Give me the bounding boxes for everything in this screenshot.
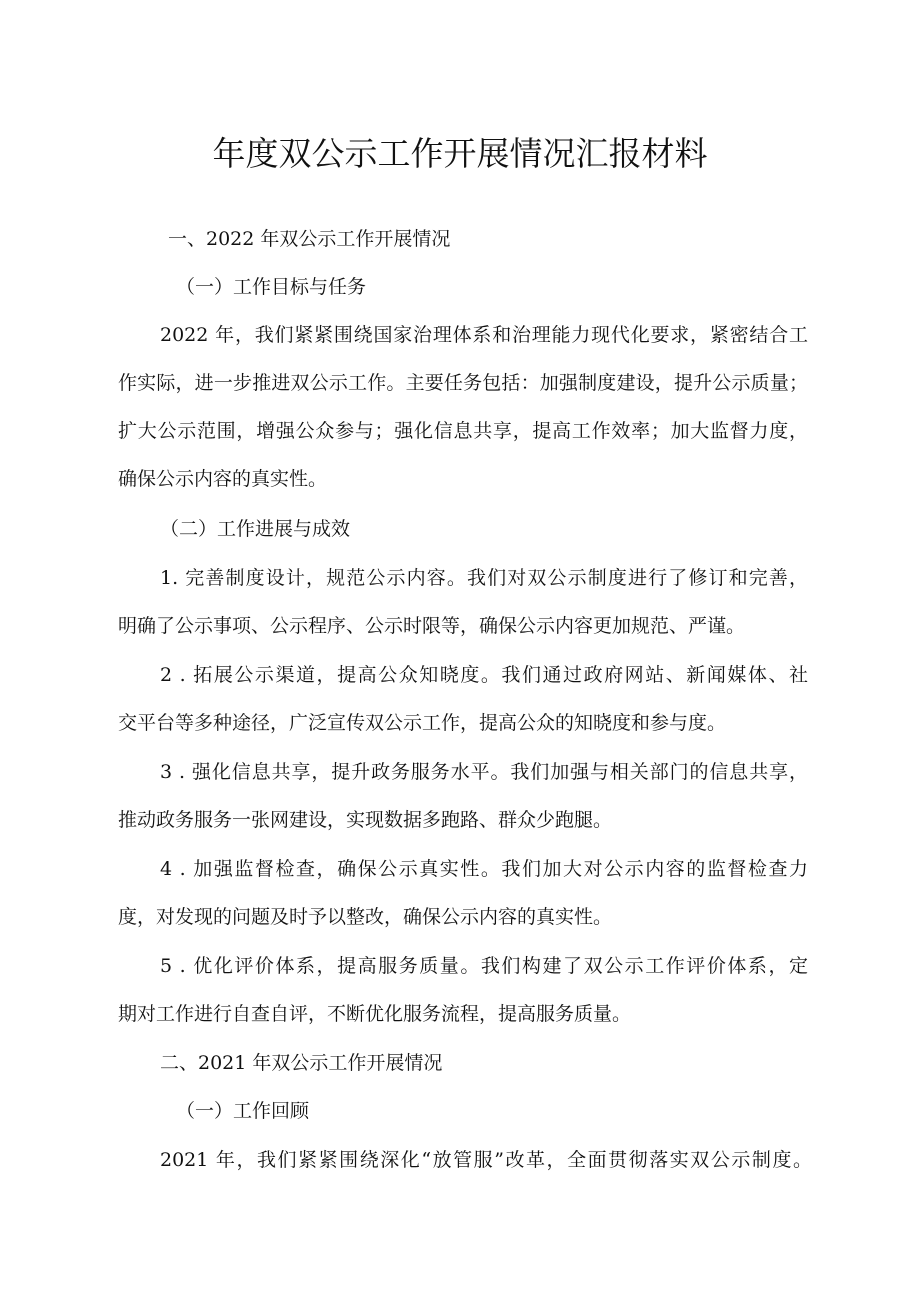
document-title: 年度双公示工作开展情况汇报材料 — [212, 134, 708, 173]
paragraph-line: 作实际，进一步推进双公示工作。主要任务包括：加强制度建设，提升公示质量； — [118, 372, 808, 394]
list-item-line: 4 . 加强监督检查，确保公示真实性。我们加大对公示内容的监督检查力 — [160, 858, 808, 880]
paragraph-line: 扩大公示范围，增强公众参与；强化信息共享，提高工作效率；加大监督力度， — [118, 420, 808, 442]
list-item-line: 3 . 强化信息共享，提升政务服务水平。我们加强与相关部门的信息共享， — [160, 761, 808, 783]
subsection-heading-review: （一）工作回顾 — [176, 1100, 310, 1122]
list-item-line: 5 . 优化评价体系，提高服务质量。我们构建了双公示工作评价体系，定 — [160, 955, 808, 977]
paragraph-line: 2021 年，我们紧紧围绕深化“放管服”改革，全面贯彻落实双公示制度。 — [160, 1149, 812, 1171]
list-item-line: 期对工作进行自查自评，不断优化服务流程，提高服务质量。 — [118, 1003, 632, 1025]
list-item-line: 2 . 拓展公示渠道，提高公众知晓度。我们通过政府网站、新闻媒体、社 — [160, 664, 808, 686]
paragraph-line: 2022 年，我们紧紧围绕国家治理体系和治理能力现代化要求，紧密结合工 — [160, 324, 808, 346]
list-item-line: 明确了公示事项、公示程序、公示时限等，确保公示内容更加规范、严谨。 — [118, 615, 746, 637]
subsection-heading-goals: （一）工作目标与任务 — [176, 276, 367, 298]
list-item-line: 推动政务服务一张网建设，实现数据多跑路、群众少跑腿。 — [118, 809, 613, 831]
list-item-line: 交平台等多种途径，广泛宣传双公示工作，提高公众的知晓度和参与度。 — [118, 712, 727, 734]
section-heading-2021: 二、2021 年双公示工作开展情况 — [160, 1052, 443, 1074]
paragraph-line: 确保公示内容的真实性。 — [118, 468, 328, 490]
list-item-line: 1. 完善制度设计，规范公示内容。我们对双公示制度进行了修订和完善， — [160, 567, 808, 589]
list-item-line: 度，对发现的问题及时予以整改，确保公示内容的真实性。 — [118, 906, 613, 928]
subsection-heading-progress: （二）工作进展与成效 — [160, 518, 351, 540]
section-heading-2022: 一、2022 年双公示工作开展情况 — [168, 228, 451, 250]
